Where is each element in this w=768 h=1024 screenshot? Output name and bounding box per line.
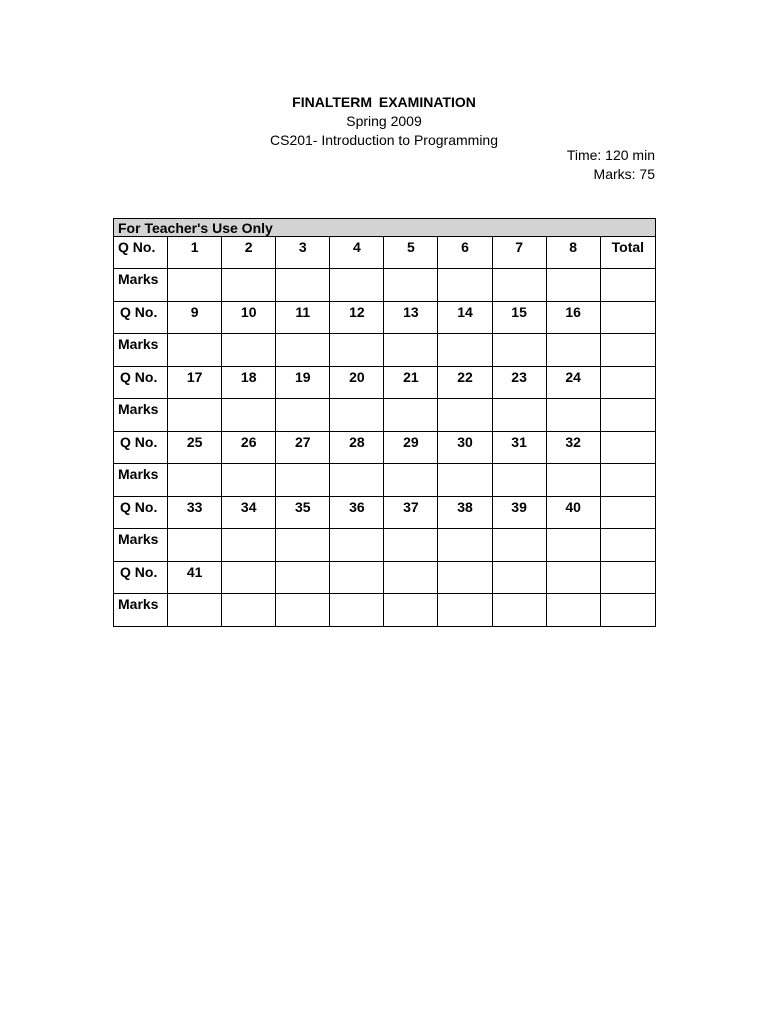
marks-entry-cell [168,399,222,432]
total-cell [600,302,655,334]
total-marks-cell [600,464,655,497]
question-number-cell: 5 [384,237,438,269]
marks-entry-cell [492,529,546,562]
marks-row [114,334,656,367]
question-number-cell: 8 [546,237,600,269]
exam-total-marks: Marks: 75 [593,166,655,182]
marks-entry-cell [168,529,222,562]
question-number-cell: 38 [438,497,492,529]
marks-label: Marks [114,529,168,562]
question-number-cell: 6 [438,237,492,269]
marks-entry-cell [384,464,438,497]
q-no-label: Q No. [114,562,168,594]
question-number-cell [384,562,438,594]
total-marks-cell [600,269,655,302]
question-number-row [114,432,656,464]
marks-entry-cell [168,269,222,302]
question-number-cell: 23 [492,367,546,399]
marks-entry-cell [384,334,438,367]
marks-entry-cell [222,594,276,627]
marks-entry-cell [438,269,492,302]
question-number-row [114,367,656,399]
exam-title: FINALTERM EXAMINATION [292,94,476,110]
marks-entry-cell [222,399,276,432]
question-number-cell: 15 [492,302,546,334]
marks-entry-cell [276,594,330,627]
question-number-cell: 9 [168,302,222,334]
marks-entry-cell [384,399,438,432]
marks-entry-cell [492,464,546,497]
question-number-cell: 32 [546,432,600,464]
question-number-cell: 11 [276,302,330,334]
question-number-cell: 26 [222,432,276,464]
total-marks-cell [600,399,655,432]
marks-entry-cell [492,269,546,302]
total-marks-cell [600,594,655,627]
q-no-label: Q No. [114,367,168,399]
question-number-cell: 17 [168,367,222,399]
marks-entry-cell [438,594,492,627]
total-header-cell: Total [600,237,655,269]
marks-entry-cell [438,399,492,432]
marks-row [114,399,656,432]
question-number-cell: 21 [384,367,438,399]
marks-entry-cell [276,464,330,497]
marks-entry-cell [168,464,222,497]
question-number-cell [492,562,546,594]
marks-row [114,594,656,627]
question-number-cell [330,562,384,594]
marks-entry-cell [546,269,600,302]
question-number-cell: 14 [438,302,492,334]
question-number-cell: 22 [438,367,492,399]
question-number-cell [276,562,330,594]
marks-entry-cell [546,334,600,367]
question-number-cell: 31 [492,432,546,464]
marks-row [114,269,656,302]
question-number-cell: 37 [384,497,438,529]
marks-entry-cell [438,334,492,367]
marks-entry-cell [330,594,384,627]
marks-entry-cell [168,594,222,627]
question-number-cell: 33 [168,497,222,529]
teacher-use-banner-row [114,219,656,237]
question-number-cell: 25 [168,432,222,464]
question-number-cell: 1 [168,237,222,269]
marks-label: Marks [114,464,168,497]
question-number-row [114,237,656,269]
question-number-cell: 2 [222,237,276,269]
marks-entry-cell [384,594,438,627]
question-number-cell: 18 [222,367,276,399]
question-number-cell: 12 [330,302,384,334]
marks-label: Marks [114,399,168,432]
course-name: CS201- Introduction to Programming [270,132,498,148]
question-number-row [114,302,656,334]
question-number-cell [546,562,600,594]
marks-entry-cell [222,269,276,302]
question-number-cell: 3 [276,237,330,269]
marks-label: Marks [114,594,168,627]
marks-entry-cell [330,529,384,562]
marks-entry-cell [168,334,222,367]
exam-term: Spring 2009 [346,113,422,129]
marks-entry-cell [330,334,384,367]
q-no-label: Q No. [114,237,168,269]
marks-entry-cell [546,464,600,497]
q-no-label: Q No. [114,302,168,334]
total-marks-cell [600,334,655,367]
marks-entry-cell [546,529,600,562]
question-number-cell: 24 [546,367,600,399]
question-number-cell: 30 [438,432,492,464]
marks-entry-cell [276,529,330,562]
marks-entry-cell [438,529,492,562]
marks-entry-cell [330,399,384,432]
question-number-row [114,497,656,529]
exam-time: Time: 120 min [566,147,655,163]
marks-label: Marks [114,334,168,367]
total-marks-cell [600,529,655,562]
marks-entry-cell [492,399,546,432]
question-number-cell: 16 [546,302,600,334]
total-cell [600,497,655,529]
total-cell [600,432,655,464]
question-number-cell: 19 [276,367,330,399]
question-number-cell: 29 [384,432,438,464]
question-number-cell: 4 [330,237,384,269]
q-no-label: Q No. [114,432,168,464]
marks-row [114,464,656,497]
marks-entry-cell [546,594,600,627]
marks-entry-cell [438,464,492,497]
marks-entry-cell [384,269,438,302]
question-number-cell: 7 [492,237,546,269]
question-number-cell [438,562,492,594]
marks-label: Marks [114,269,168,302]
marks-entry-cell [222,334,276,367]
question-number-row [114,562,656,594]
marks-entry-cell [492,334,546,367]
marks-entry-cell [276,334,330,367]
question-number-cell [222,562,276,594]
marks-entry-cell [276,269,330,302]
marks-entry-cell [384,529,438,562]
marks-entry-cell [330,464,384,497]
teacher-marks-table [113,218,656,627]
marks-entry-cell [222,529,276,562]
exam-meta [567,146,655,184]
q-no-label: Q No. [114,497,168,529]
marks-row [114,529,656,562]
marks-entry-cell [546,399,600,432]
question-number-cell: 39 [492,497,546,529]
question-number-cell: 34 [222,497,276,529]
marks-entry-cell [492,594,546,627]
question-number-cell: 20 [330,367,384,399]
marks-entry-cell [330,269,384,302]
question-number-cell: 10 [222,302,276,334]
question-number-cell: 36 [330,497,384,529]
marks-entry-cell [276,399,330,432]
question-number-cell: 27 [276,432,330,464]
question-number-cell: 13 [384,302,438,334]
total-cell [600,367,655,399]
question-number-cell: 40 [546,497,600,529]
question-number-cell: 35 [276,497,330,529]
total-cell [600,562,655,594]
teacher-use-banner: For Teacher's Use Only [114,219,656,237]
exam-header [0,92,768,150]
question-number-cell: 28 [330,432,384,464]
marks-entry-cell [222,464,276,497]
question-number-cell: 41 [168,562,222,594]
